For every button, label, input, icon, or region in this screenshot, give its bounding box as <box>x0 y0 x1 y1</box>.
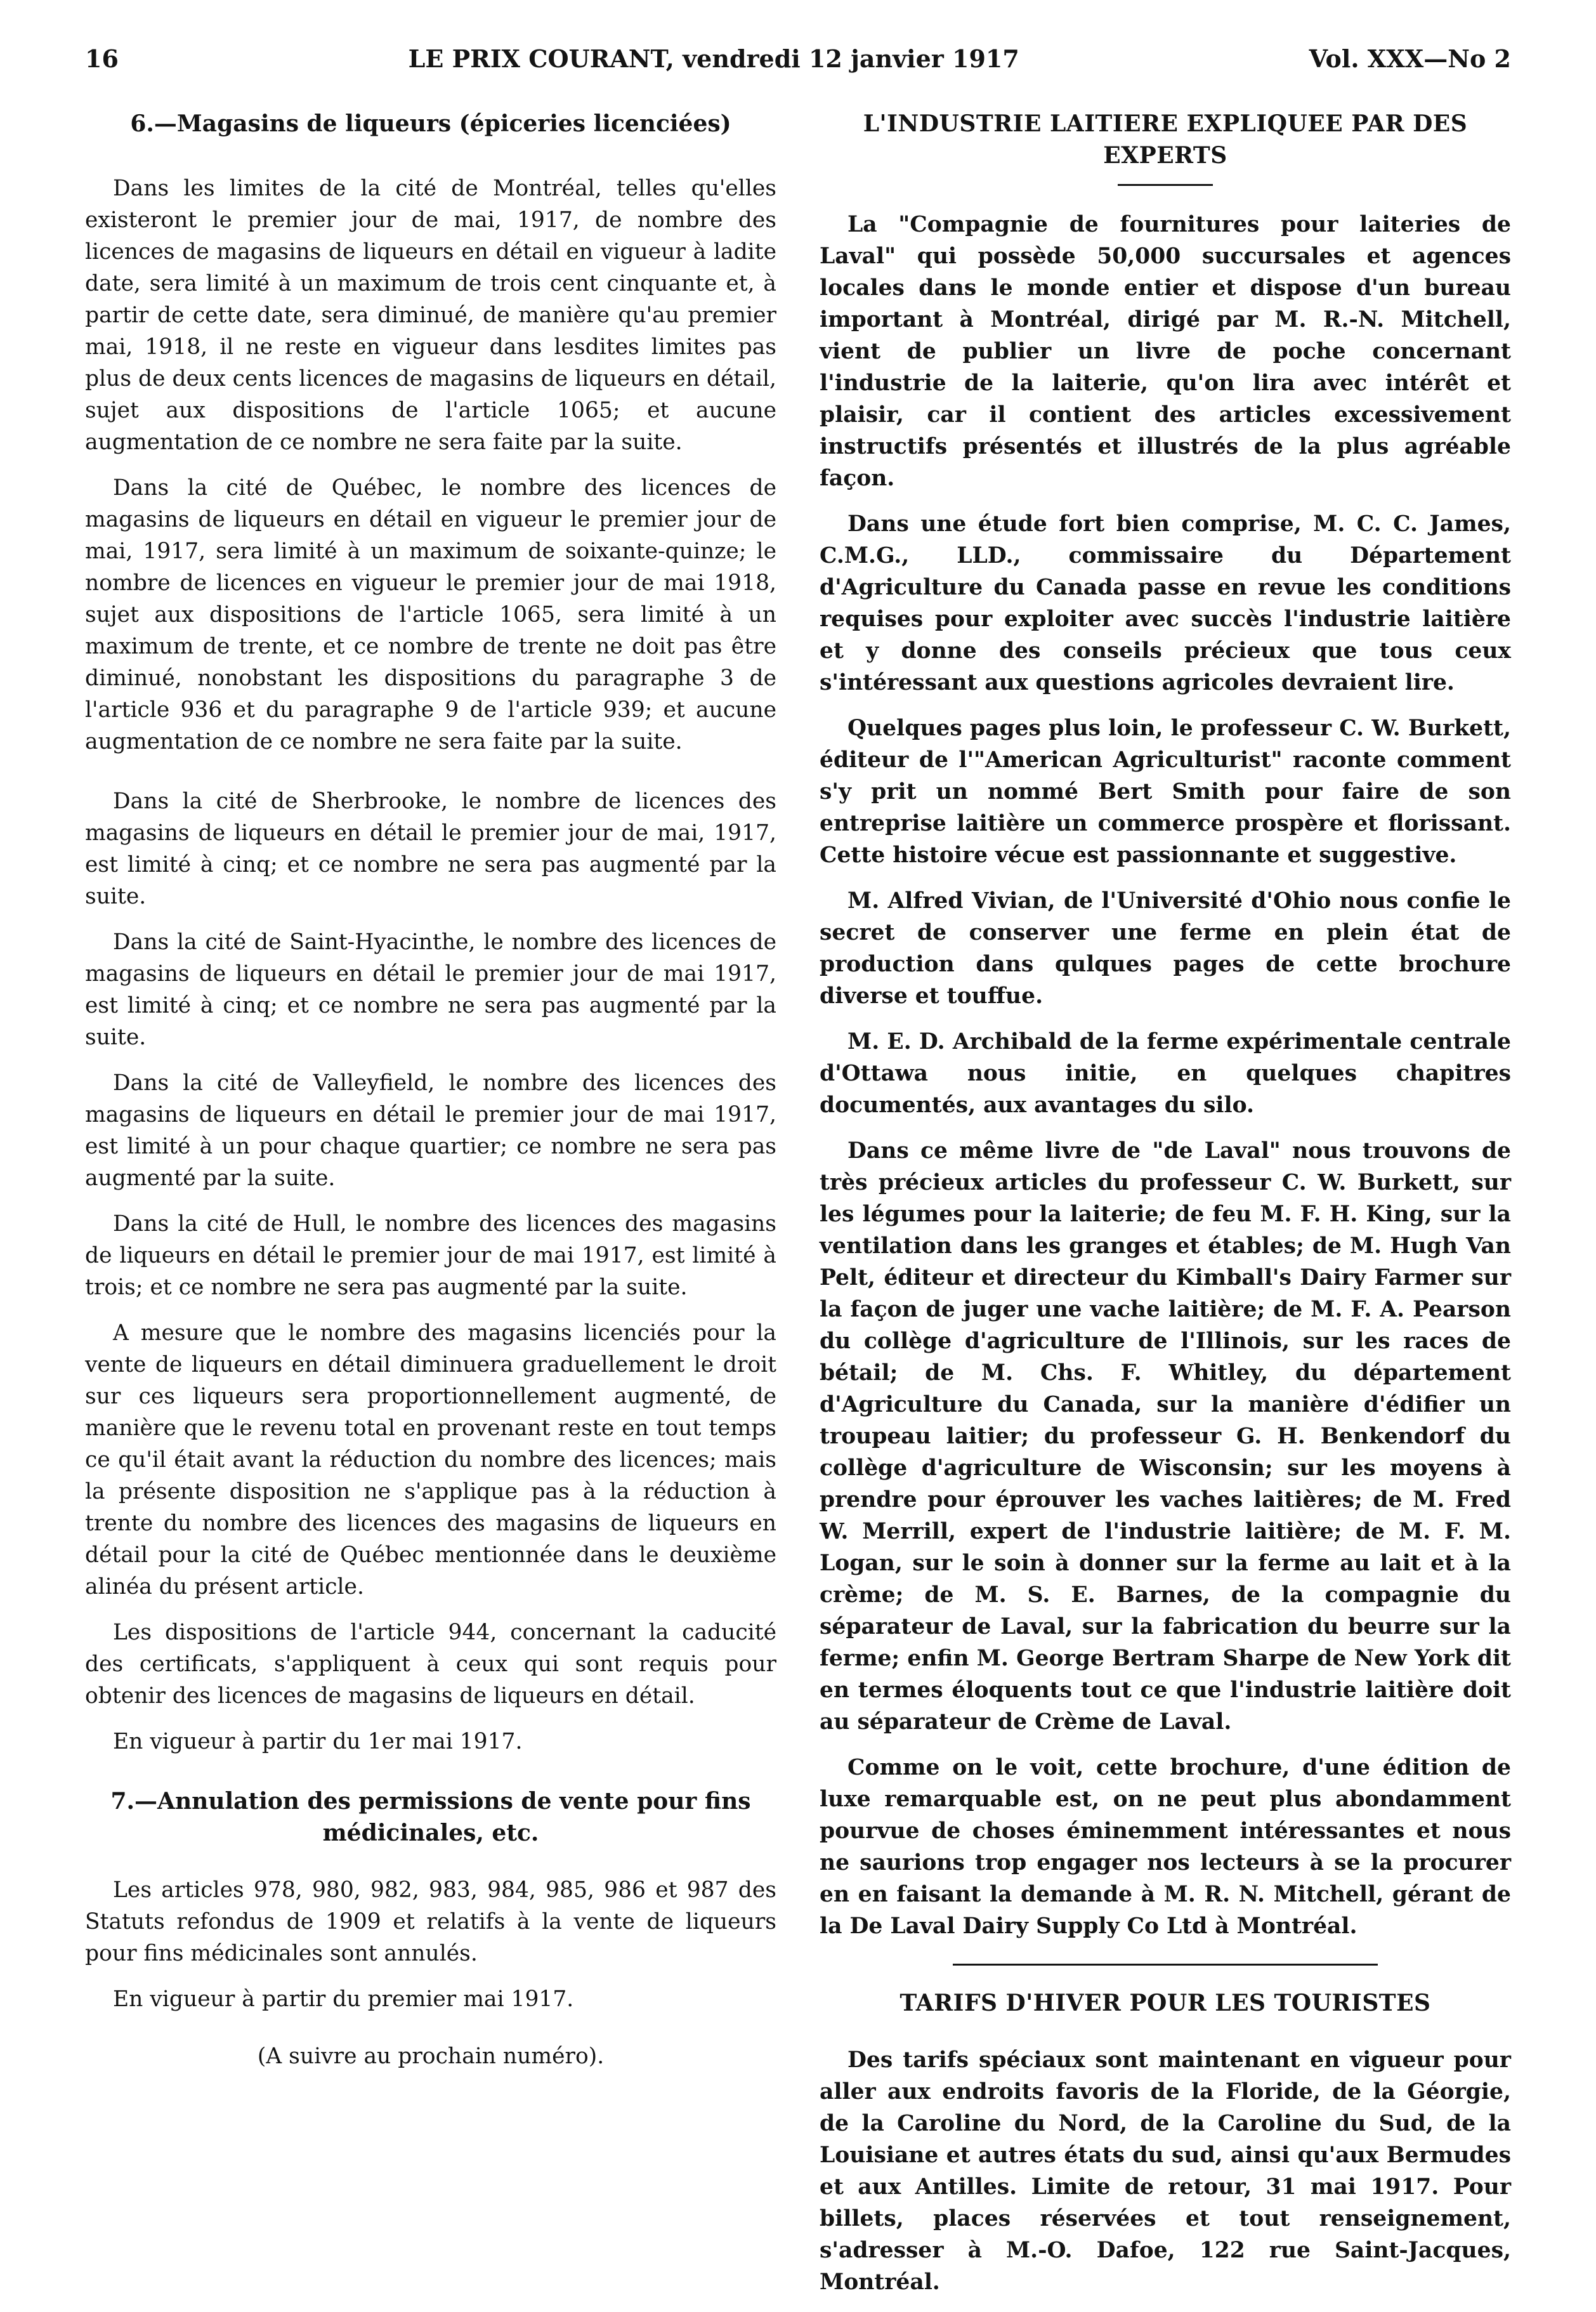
volume-number: Vol. XXX—No 2 <box>1309 44 1511 73</box>
paragraph: Comme on le voit, cette brochure, d'une édition de luxe remarquable est, on ne peut plus abondamment pourvue de choses éminemment intéressantes et nous ne saurions trop engager nos lecteurs à se la procurer en en faisant la demande à M. R. N. Mitchell, gérant de la De Laval Dairy Supply Co Ltd à Montréal. <box>820 1755 1511 1939</box>
heading-rule <box>1118 184 1213 186</box>
article-dairy-heading: L'INDUSTRIE LAITIERE EXPLIQUEE PAR DES EXPERTS <box>863 110 1468 169</box>
section-6-heading: 6.—Magasins de liqueurs (épiceries licenciées) <box>130 110 731 137</box>
paragraph: Les articles 978, 980, 982, 983, 984, 985, 986 et 987 des Statuts refondus de 1909 et relatifs à la vente de liqueurs pour fins médicinales sont annulés. <box>85 1877 776 1966</box>
paragraph: Quelques pages plus loin, le professeur C. W. Burkett, éditeur de l'"American Agriculturist" raconte comment s'y prit un nommé Bert Smith pour faire de son entreprise laitière un commerce prospère et florissant. Cette histoire vécue est passionnante et suggestive. <box>820 716 1511 868</box>
paragraph: Dans les limites de la cité de Montréal, telles qu'elles existeront le premier jour de mai, 1917, de nombre des licences de magasins de liqueurs en détail en vigueur à ladite date, sera limité à un maximum de trois cent cinquante et, à partir de cette date, sera diminué, de manière qu'au premier mai, 1918, il ne reste en vigueur dans lesdites limites pas plus de deux cents licences de magasins de liqueurs en détail, sujet aux dispositions de l'article 1065; et aucune augmentation de ce nombre ne sera faite par la suite. <box>85 176 776 455</box>
paragraph: M. E. D. Archibald de la ferme expérimentale centrale d'Ottawa nous initie, en quelques chapitres documentés, aux avantages du silo. <box>820 1029 1511 1118</box>
page-number: 16 <box>85 44 119 73</box>
paragraph: Dans la cité de Valleyfield, le nombre des licences des magasins de liqueurs en détail le premier jour de mai 1917, est limité à un pour chaque quartier; ce nombre ne sera pas augmenté par la suite. <box>85 1070 776 1191</box>
paragraph: En vigueur à partir du 1er mai 1917. <box>113 1729 523 1754</box>
paragraph: Dans la cité de Saint-Hyacinthe, le nombre des licences de magasins de liqueurs en détail le premier jour de mai 1917, est limité à cinq; et ce nombre ne sera pas augmenté par la suite. <box>85 929 776 1050</box>
page-header <box>85 44 1511 86</box>
section-7-heading: 7.—Annulation des permissions de vente pour fins médicinales, etc. <box>110 1788 751 1846</box>
paragraph: Les dispositions de l'article 944, concernant la caducité des certificats, s'appliquent à ceux qui sont requis pour obtenir des licences de magasins de liqueurs en détail. <box>85 1620 776 1709</box>
paragraph: Dans la cité de Sherbrooke, le nombre de licences des magasins de liqueurs en détail le premier jour de mai, 1917, est limité à cinq; et ce nombre ne sera pas augmenté par la suite. <box>85 789 776 909</box>
article-separator-rule <box>953 1964 1378 1966</box>
right-column <box>820 108 1511 2312</box>
paragraph: Dans la cité de Québec, le nombre des licences de magasins de liqueurs en détail en vigueur le premier jour de mai, 1917, sera limité à un maximum de soixante-quinze; le nombre de licences en vigueur le premier jour de mai 1918, sujet aux dispositions de l'article 1065, sera limité à un maximum de trente, et ce nombre de trente ne doit pas être diminué, nonobstant les dispositions du paragraphe 3 de l'article 936 et du paragraphe 9 de l'article 939; et aucune augmentation de ce nombre ne sera faite par la suite. <box>85 475 776 754</box>
left-column <box>85 108 776 2312</box>
publication-title: LE PRIX COURANT, vendredi 12 janvier 1917 <box>408 44 1019 73</box>
paragraph: En vigueur à partir du premier mai 1917. <box>113 1987 574 2012</box>
paragraph: Dans la cité de Hull, le nombre des licences des magasins de liqueurs en détail le premier jour de mai 1917, est limité à trois; et ce nombre ne sera pas augmenté par la suite. <box>85 1211 776 1300</box>
paragraph: Dans une étude fort bien comprise, M. C. C. James, C.M.G., LLD., commissaire du Département d'Agriculture du Canada passe en revue les conditions requises pour exploiter avec succès l'industrie laitière et y donne des conseils précieux que tous ceux s'intéressant aux questions agricoles devraient lire. <box>820 511 1511 695</box>
paragraph: La "Compagnie de fournitures pour laiteries de Laval" qui possède 50,000 succursales et agences locales dans le monde entier et dispose d'un bureau important à Montréal, dirigé par M. R.-N. Mitchell, vient de publier un livre de poche concernant l'industrie de la laiterie, qu'on lira avec intérêt et plaisir, car il contient des articles excessivement instructifs présentés et illustrés de la plus agréable façon. <box>820 212 1511 491</box>
paragraph: Des tarifs spéciaux sont maintenant en vigueur pour aller aux endroits favoris de la Floride, de la Géorgie, de la Caroline du Nord, de la Caroline du Sud, de la Louisiane et autres états du sud, ainsi qu'aux Bermudes et aux Antilles. Limite de retour, 31 mai 1917. Pour billets, places réservées et tout renseignement, s'adresser à M.-O. Dafoe, 122 rue Saint-Jacques, Montréal. <box>820 2047 1511 2295</box>
paragraph: A mesure que le nombre des magasins licenciés pour la vente de liqueurs en détail diminuera graduellement le droit sur ces liqueurs sera proportionnellement augmenté, de manière que le revenu total en provenant reste en tout temps ce qu'il était avant la réduction du nombre des licences; mais la présente disposition ne s'applique pas à la réduction à trente du nombre des licences des magasins de liqueurs en détail pour la cité de Québec mentionnée dans le deuxième alinéa du présent article. <box>85 1320 776 1599</box>
continued-note: (A suivre au prochain numéro). <box>257 2044 605 2069</box>
paragraph: Dans ce même livre de "de Laval" nous trouvons de très précieux articles du professeur C. W. Burkett, sur les légumes pour la laiterie; de feu M. F. H. King, sur la ventilation dans les granges et étables; de M. Hugh Van Pelt, éditeur et directeur du Kimball's Dairy Farmer sur la façon de juger une vache laitière; de M. F. A. Pearson du collège d'agriculture de l'Illinois, sur les races de bétail; de M. Chs. F. Whitley, du département d'Agriculture du Canada, sur la manière d'édifier un troupeau laitier; du professeur G. H. Benkendorf du collège d'agriculture de Wisconsin; sur les moyens à prendre pour éprouver les vaches laitières; de M. Fred W. Merrill, expert de l'industrie laitière; de M. F. M. Logan, sur le soin à donner sur la ferme au lait et à la crème; de M. S. E. Barnes, de la compagnie du séparateur de Laval, sur la fabrication du beurre sur la ferme; enfin M. George Bertram Sharpe de New York dit en termes éloquents tout ce que l'industrie laitière doit au séparateur de Crème de Laval. <box>820 1138 1511 1735</box>
columns <box>85 108 1511 2312</box>
paragraph: M. Alfred Vivian, de l'Université d'Ohio nous confie le secret de conserver une ferme en plein état de production dans qulques pages de cette brochure diverse et touffue. <box>820 888 1511 1009</box>
article-tourist-heading: TARIFS D'HIVER POUR LES TOURISTES <box>899 1990 1431 2016</box>
